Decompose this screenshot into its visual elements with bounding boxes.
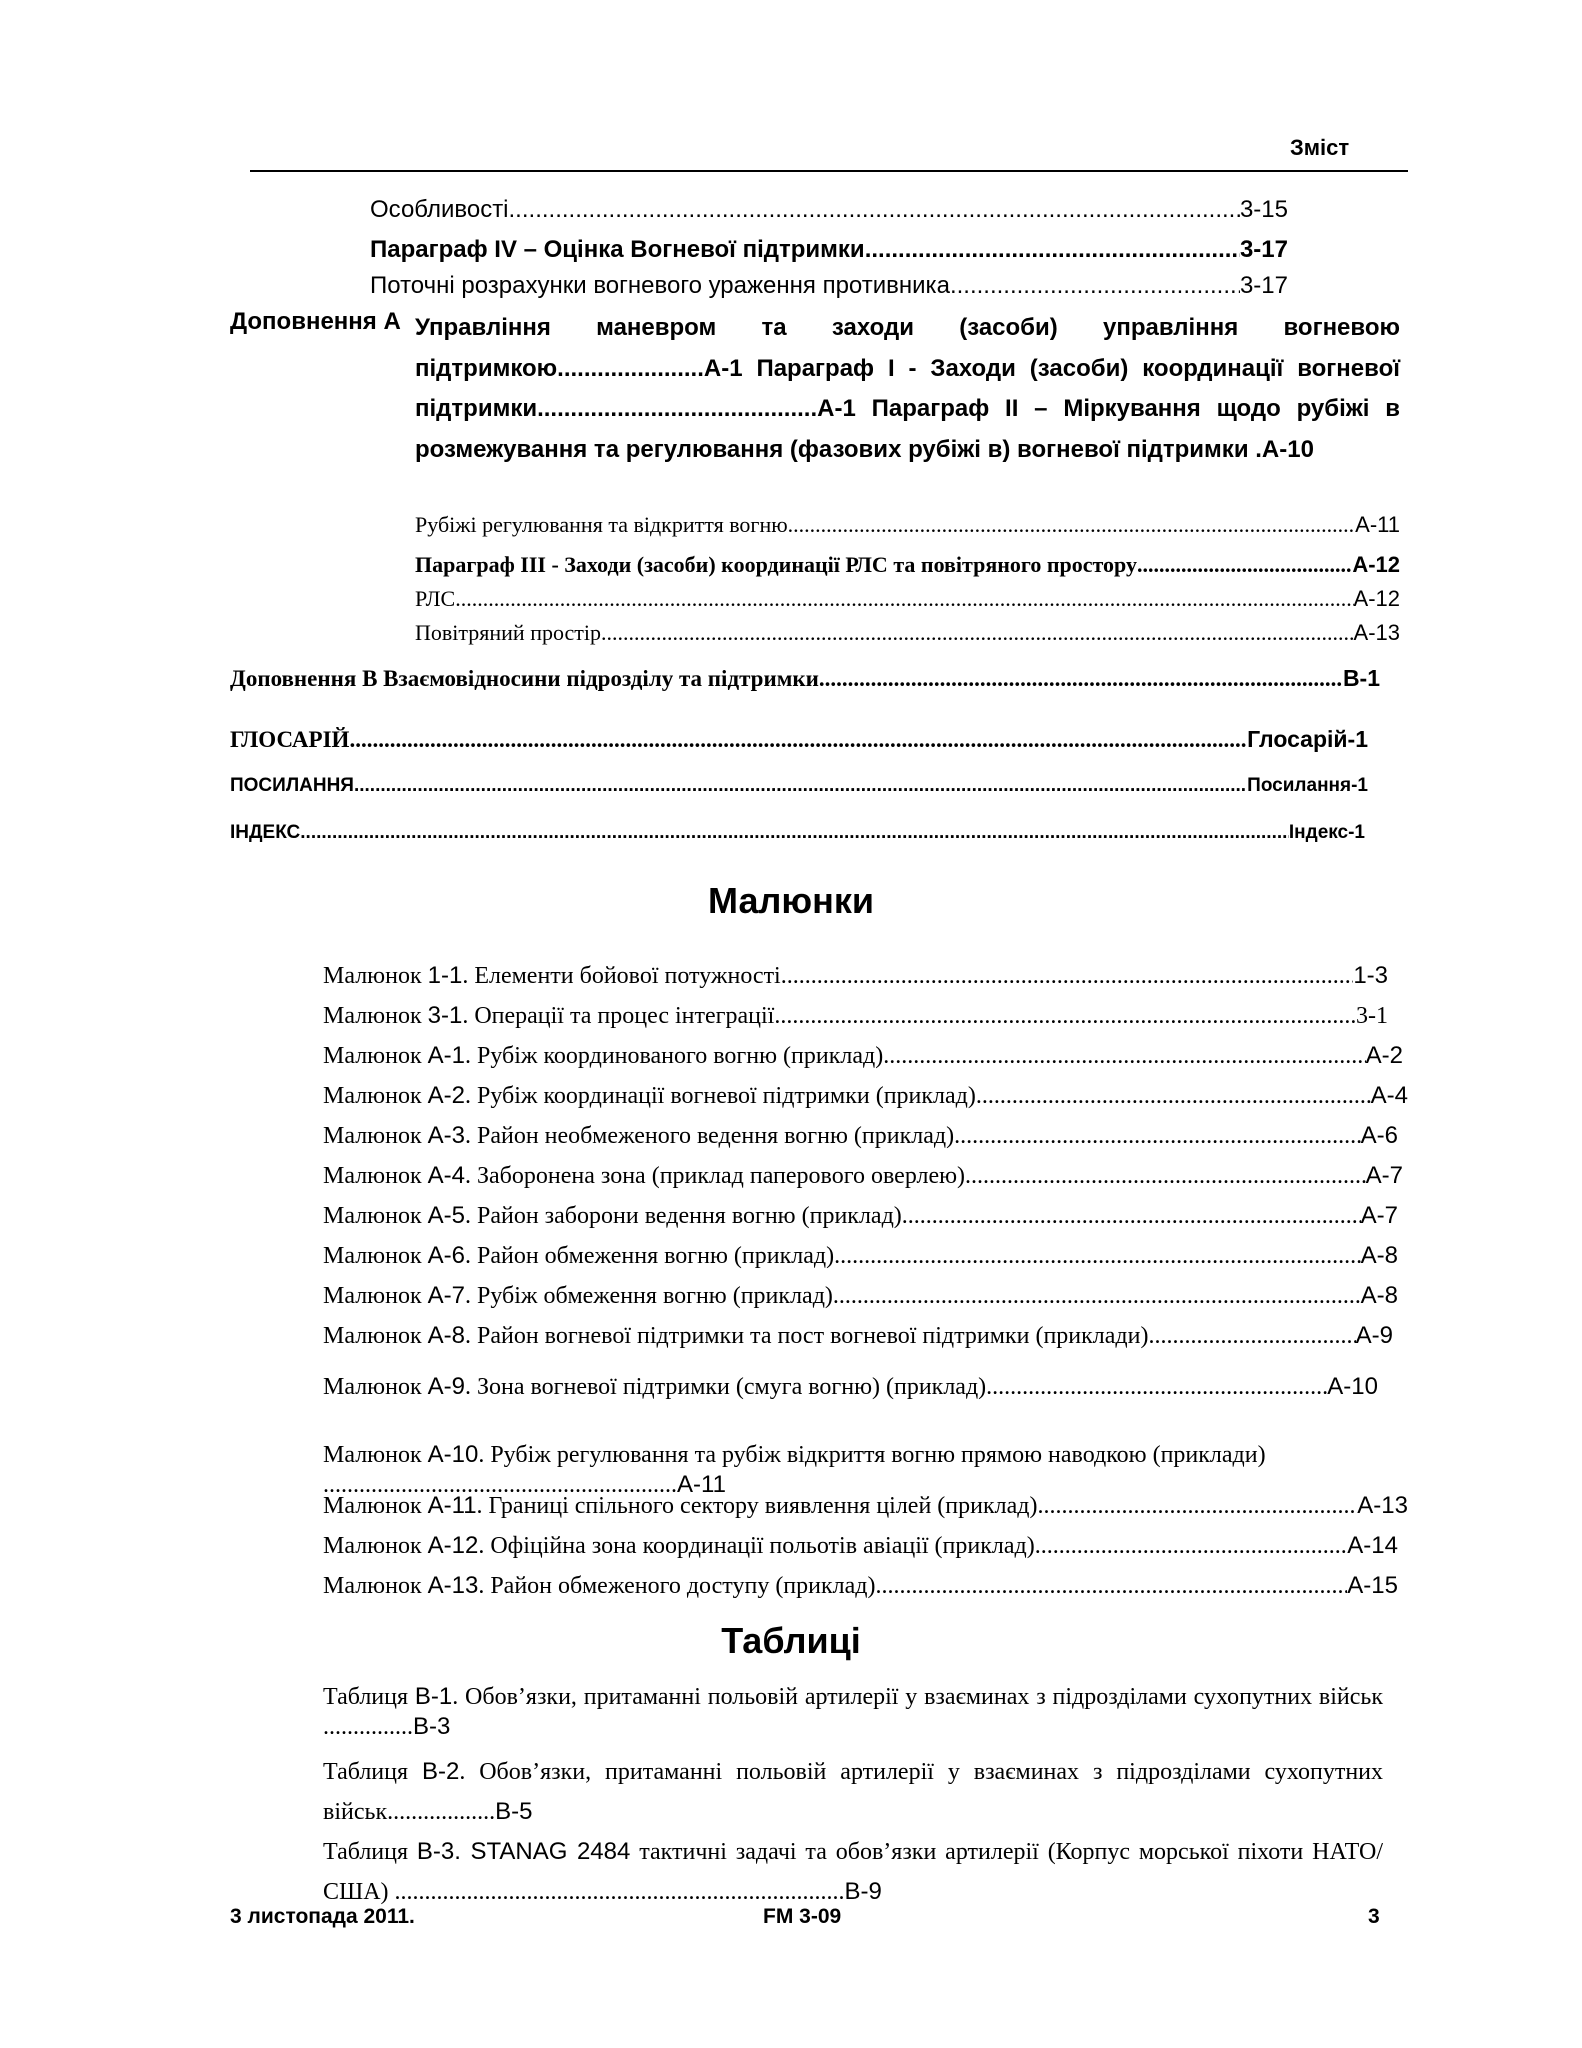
figure-page: А-15	[1347, 1572, 1398, 1599]
figure-number: А-6	[427, 1242, 465, 1269]
appendix-a-text: Управління маневром та заходи (засоби) управління вогневою підтримкою......................А-1 Параграф I - Заходи (засоби) координації вогневої підтримки..........................................А-1 Параграф II – Міркування щодо рубіжі в розмежування та регулювання (фазових рубіжі в) вогневої підтримки .А-10	[415, 314, 1400, 463]
toc-entry-references[interactable]	[230, 775, 1368, 797]
figure-number: 3-1	[427, 1002, 463, 1029]
figure-text: . Офіційна зона координації польотів авіації (приклад)	[478, 1533, 1035, 1559]
figure-text: . Заборонена зона (приклад паперового оверлею)	[464, 1163, 966, 1189]
toc-entry-current-calc[interactable]	[370, 272, 1288, 300]
figure-prefix: Малюнок	[323, 963, 428, 989]
toc-label: ГЛОСАРІЙ	[230, 727, 350, 752]
figure-text: . Район необмеженого ведення вогню (приклад)	[464, 1123, 955, 1149]
toc-page: А-12	[1353, 586, 1400, 611]
figure-page: А-2	[1365, 1042, 1403, 1069]
figure-number: А-2	[427, 1082, 465, 1109]
figure-entry[interactable]	[323, 1282, 1398, 1310]
figure-text: . Рубіж регулювання та рубіж відкриття вогню прямою наводкою (приклади)	[478, 1442, 1266, 1468]
figure-prefix: Малюнок	[323, 1283, 428, 1309]
figure-page: А-7	[1365, 1162, 1403, 1189]
figure-entry[interactable]: Малюнок А-10. Рубіж регулювання та рубіж відкриття вогню прямою наводкою (приклади) ...........................................................А-11	[323, 1441, 1266, 1498]
toc-entry-features[interactable]	[370, 196, 1288, 224]
toc-entry-radar[interactable]	[415, 586, 1400, 612]
figure-number: А-11	[427, 1492, 477, 1519]
figure-number: А-1	[427, 1042, 465, 1069]
figure-entry[interactable]	[323, 1122, 1398, 1150]
table-page: В-9	[844, 1878, 882, 1905]
toc-entry-index[interactable]	[230, 822, 1365, 844]
table-number: В-1	[414, 1683, 453, 1710]
toc-page: 3-17	[1239, 236, 1288, 263]
figure-entry[interactable]	[323, 1492, 1408, 1520]
footer-doc-code: FM 3-09	[763, 1905, 842, 1928]
header-rule	[250, 170, 1408, 172]
header-title: Зміст	[1290, 135, 1350, 160]
figure-number: А-8	[427, 1322, 465, 1349]
figure-number: 1-1	[427, 962, 463, 989]
figure-text: . Зона вогневої підтримки (смуга вогню) (приклад)	[464, 1374, 987, 1400]
table-entry-b1[interactable]	[323, 1682, 1383, 1742]
figure-number: А-9	[427, 1373, 465, 1400]
table-entry-b2[interactable]	[323, 1752, 1383, 1832]
figure-text: . Район обмеженого доступу (приклад)	[478, 1573, 876, 1599]
table-text: . Обов’язки, притаманні польовій артилерії у взаєминах з підрозділами сухопутних військ..................	[323, 1759, 1384, 1825]
table-prefix: Таблиця	[323, 1759, 422, 1785]
figure-prefix: Малюнок	[323, 1533, 428, 1559]
figure-text: . Район обмеження вогню (приклад)	[464, 1243, 835, 1269]
figure-number: А-4	[427, 1162, 465, 1189]
toc-label: Повітряний простір	[415, 620, 602, 645]
figure-page: 3-1	[1356, 1003, 1388, 1029]
toc-entry-para4[interactable]	[370, 236, 1288, 264]
table-prefix: Таблиця	[323, 1684, 415, 1710]
table-page: В-3	[413, 1713, 451, 1740]
figure-entry[interactable]	[323, 1202, 1398, 1230]
figure-prefix: Малюнок	[323, 1493, 428, 1519]
table-text: . Обов’язки, притаманні польовій артилерії у взаєминах з підрозділами сухопутних військ ...............	[323, 1684, 1384, 1740]
figure-page: А-14	[1347, 1532, 1398, 1559]
figure-number: А-7	[427, 1282, 465, 1309]
figure-text: . Район вогневої підтримки та пост вогневої підтримки (приклади)	[464, 1323, 1149, 1349]
footer-date: 3 листопада 2011.	[230, 1905, 415, 1928]
appendix-a-heading: Доповнення А	[230, 308, 401, 335]
figure-page: А-8	[1360, 1242, 1398, 1269]
figure-prefix: Малюнок	[323, 1573, 428, 1599]
toc-page: Глосарій-1	[1247, 726, 1368, 752]
figure-entry[interactable]	[323, 1162, 1403, 1190]
toc-page: А-13	[1353, 620, 1400, 645]
figure-entry[interactable]	[323, 1572, 1398, 1600]
toc-page: А-11	[1355, 512, 1400, 537]
toc-label: Доповнення В Взаємовідносини підрозділу та підтримки	[230, 666, 819, 691]
figure-number: А-13	[427, 1572, 479, 1599]
toc-page: 3-15	[1239, 196, 1288, 223]
figure-number: А-5	[427, 1202, 465, 1229]
toc-page: В-1	[1342, 665, 1380, 691]
figure-text: . Рубіж обмеження вогню (приклад)	[464, 1283, 833, 1309]
figure-text: . Границі спільного сектору виявлення цілей (приклад)	[476, 1493, 1038, 1519]
figure-page: А-6	[1360, 1122, 1398, 1149]
figure-text: . Рубіж координації вогневої підтримки (приклад)	[464, 1083, 976, 1109]
toc-label: РЛС	[415, 586, 456, 611]
figure-number: А-10	[427, 1441, 479, 1468]
figure-entry[interactable]	[323, 1002, 1388, 1030]
toc-label: Параграф III - Заходи (засоби) координації РЛС та повітряного простору	[415, 552, 1137, 577]
footer-page-number: 3	[1368, 1905, 1380, 1928]
figure-entry[interactable]	[323, 1042, 1403, 1070]
table-stanag: . STANAG 2484	[454, 1838, 631, 1865]
toc-label: Особливості	[370, 196, 509, 223]
toc-entry-airspace[interactable]	[415, 620, 1400, 646]
figure-page: А-9	[1355, 1322, 1393, 1349]
figure-number: А-3	[427, 1122, 465, 1149]
table-number: В-2	[421, 1758, 460, 1785]
toc-label: Параграф IV – Оцінка Вогневої підтримки	[370, 236, 865, 263]
toc-label: ІНДЕКС	[230, 822, 301, 843]
figure-text: . Рубіж координованого вогню (приклад)	[464, 1043, 884, 1069]
figure-page: 1-3	[1353, 962, 1388, 989]
toc-page: А-12	[1352, 552, 1400, 577]
toc-entry-glossary[interactable]	[230, 726, 1368, 753]
figure-prefix: Малюнок	[323, 1163, 428, 1189]
toc-entry-para3[interactable]	[415, 552, 1400, 578]
figure-page: А-11	[677, 1471, 726, 1498]
table-text: тактичні задачі та обов’язки артилерії (Корпус морської піхоти НАТО/США) ...........................................................................	[323, 1839, 1384, 1905]
table-entry-b3[interactable]	[323, 1832, 1383, 1912]
figure-entry[interactable]	[323, 1322, 1393, 1350]
figure-number: А-12	[427, 1532, 479, 1559]
table-prefix: Таблиця	[323, 1839, 417, 1865]
figure-entry[interactable]	[323, 1532, 1398, 1560]
toc-label: Рубіжі регулювання та відкриття вогню	[415, 512, 788, 537]
figure-page: А-10	[1327, 1373, 1378, 1400]
figure-entry[interactable]	[323, 1082, 1408, 1110]
toc-entry-boundaries[interactable]	[415, 512, 1400, 538]
tables-section-title: Таблиці	[721, 1620, 861, 1661]
toc-label: Поточні розрахунки вогневого ураження противника	[370, 272, 950, 299]
figure-prefix: Малюнок	[323, 1323, 428, 1349]
figure-prefix: Малюнок	[323, 1003, 428, 1029]
figure-entry[interactable]	[323, 962, 1388, 990]
figure-prefix: Малюнок	[323, 1203, 428, 1229]
figure-prefix: Малюнок	[323, 1243, 428, 1269]
toc-page: 3-17	[1239, 272, 1288, 299]
figure-prefix: Малюнок	[323, 1083, 428, 1109]
toc-page: Індекс-1	[1288, 822, 1365, 843]
toc-label: ПОСИЛАННЯ	[230, 775, 354, 796]
figure-page: А-8	[1360, 1282, 1398, 1309]
figures-section-title: Малюнки	[708, 880, 874, 921]
table-number: В-3	[416, 1838, 455, 1865]
figure-prefix: Малюнок	[323, 1442, 428, 1468]
figure-page: А-4	[1370, 1082, 1408, 1109]
figure-prefix: Малюнок	[323, 1374, 428, 1400]
figure-text: . Елементи бойової потужності	[462, 963, 781, 989]
figure-prefix: Малюнок	[323, 1043, 428, 1069]
table-page: В-5	[495, 1798, 533, 1825]
figure-text: . Район заборони ведення вогню (приклад)	[464, 1203, 902, 1229]
toc-page: Посилання-1	[1247, 775, 1368, 796]
figure-text: . Операції та процес інтеграції	[462, 1003, 775, 1029]
figure-page: А-7	[1360, 1202, 1398, 1229]
figure-entry[interactable]	[323, 1242, 1398, 1270]
toc-entry-appendix-b[interactable]	[230, 665, 1380, 692]
figure-page: А-13	[1357, 1492, 1408, 1519]
figure-prefix: Малюнок	[323, 1123, 428, 1149]
figure-entry[interactable]	[323, 1373, 1378, 1401]
